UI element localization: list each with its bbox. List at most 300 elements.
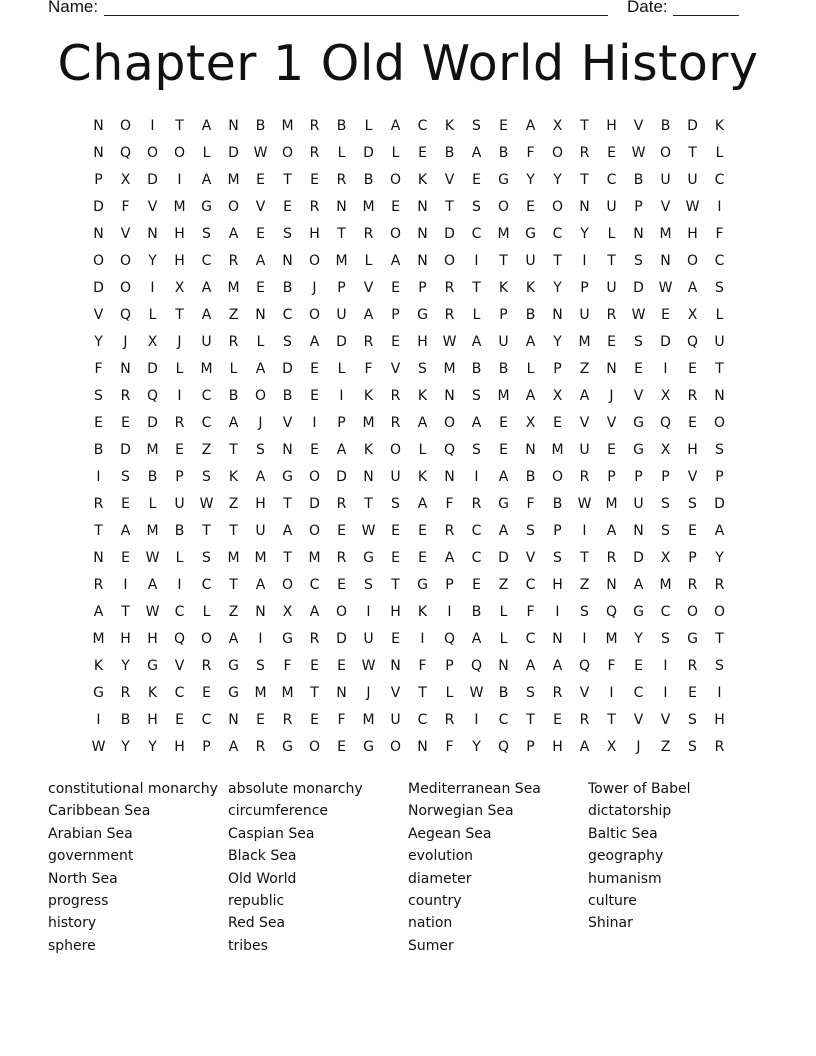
grid-letter[interactable]: O: [551, 198, 564, 215]
grid-letter[interactable]: S: [688, 738, 697, 755]
grid-letter[interactable]: V: [579, 684, 590, 701]
grid-letter[interactable]: A: [714, 522, 725, 539]
grid-letter[interactable]: L: [391, 144, 400, 161]
grid-letter[interactable]: W: [631, 306, 646, 323]
grid-letter[interactable]: N: [93, 117, 104, 134]
grid-letter[interactable]: T: [526, 711, 535, 728]
grid-letter[interactable]: I: [663, 684, 668, 701]
grid-letter[interactable]: U: [579, 306, 590, 323]
grid-letter[interactable]: X: [660, 549, 671, 566]
grid-letter[interactable]: W: [145, 549, 160, 566]
grid-letter[interactable]: N: [417, 225, 428, 242]
grid-letter[interactable]: N: [336, 198, 347, 215]
grid-letter[interactable]: E: [499, 441, 508, 458]
grid-letter[interactable]: R: [552, 684, 563, 701]
grid-letter[interactable]: E: [391, 198, 400, 215]
grid-letter[interactable]: T: [418, 684, 427, 701]
grid-letter[interactable]: I: [258, 630, 263, 647]
grid-letter[interactable]: E: [310, 657, 319, 674]
grid-letter[interactable]: N: [552, 630, 563, 647]
grid-letter[interactable]: F: [526, 603, 535, 620]
grid-letter[interactable]: F: [445, 495, 454, 512]
grid-letter[interactable]: M: [551, 441, 564, 458]
grid-letter[interactable]: R: [390, 414, 401, 431]
grid-letter[interactable]: O: [281, 576, 294, 593]
grid-letter[interactable]: X: [552, 117, 563, 134]
grid-letter[interactable]: N: [147, 225, 158, 242]
grid-letter[interactable]: E: [553, 711, 562, 728]
grid-letter[interactable]: E: [418, 522, 427, 539]
grid-letter[interactable]: U: [174, 495, 185, 512]
grid-letter[interactable]: H: [552, 576, 563, 593]
grid-letter[interactable]: M: [605, 630, 618, 647]
grid-letter[interactable]: W: [199, 495, 214, 512]
grid-letter[interactable]: R: [309, 630, 320, 647]
grid-letter[interactable]: D: [147, 171, 158, 188]
grid-letter[interactable]: W: [91, 738, 106, 755]
grid-letter[interactable]: A: [498, 468, 509, 485]
grid-letter[interactable]: W: [442, 333, 457, 350]
grid-letter[interactable]: R: [336, 549, 347, 566]
grid-letter[interactable]: W: [685, 198, 700, 215]
grid-letter[interactable]: C: [201, 576, 212, 593]
grid-letter[interactable]: D: [309, 495, 320, 512]
grid-letter[interactable]: F: [364, 360, 373, 377]
grid-letter[interactable]: O: [335, 603, 348, 620]
grid-letter[interactable]: Z: [579, 576, 590, 593]
grid-letter[interactable]: K: [417, 387, 428, 404]
grid-letter[interactable]: N: [417, 198, 428, 215]
grid-letter[interactable]: K: [714, 117, 725, 134]
grid-letter[interactable]: S: [661, 495, 670, 512]
grid-letter[interactable]: C: [714, 171, 725, 188]
grid-letter[interactable]: G: [147, 657, 158, 674]
grid-letter[interactable]: B: [498, 684, 509, 701]
grid-letter[interactable]: A: [282, 522, 293, 539]
grid-letter[interactable]: Z: [579, 360, 590, 377]
grid-letter[interactable]: L: [472, 306, 481, 323]
grid-letter[interactable]: E: [337, 657, 346, 674]
grid-letter[interactable]: F: [283, 657, 292, 674]
grid-letter[interactable]: G: [228, 657, 239, 674]
grid-letter[interactable]: K: [363, 387, 374, 404]
grid-letter[interactable]: T: [283, 171, 292, 188]
grid-letter[interactable]: O: [713, 414, 726, 431]
grid-letter[interactable]: T: [715, 630, 724, 647]
grid-letter[interactable]: F: [526, 144, 535, 161]
grid-letter[interactable]: A: [120, 522, 131, 539]
grid-letter[interactable]: I: [177, 576, 182, 593]
grid-letter[interactable]: X: [606, 738, 617, 755]
grid-letter[interactable]: S: [472, 198, 481, 215]
grid-letter[interactable]: J: [258, 414, 263, 431]
grid-letter[interactable]: X: [525, 414, 536, 431]
grid-letter[interactable]: U: [579, 441, 590, 458]
grid-letter[interactable]: E: [391, 630, 400, 647]
grid-letter[interactable]: Y: [634, 630, 643, 647]
grid-letter[interactable]: G: [633, 414, 644, 431]
grid-letter[interactable]: E: [607, 441, 616, 458]
grid-letter[interactable]: L: [175, 360, 184, 377]
grid-letter[interactable]: E: [688, 684, 697, 701]
grid-letter[interactable]: S: [688, 711, 697, 728]
grid-letter[interactable]: N: [606, 576, 617, 593]
grid-letter[interactable]: E: [472, 576, 481, 593]
grid-letter[interactable]: F: [715, 225, 724, 242]
grid-letter[interactable]: C: [201, 252, 212, 269]
grid-letter[interactable]: A: [633, 576, 644, 593]
grid-letter[interactable]: R: [390, 387, 401, 404]
grid-letter[interactable]: M: [362, 198, 375, 215]
grid-letter[interactable]: A: [417, 414, 428, 431]
grid-letter[interactable]: V: [525, 549, 536, 566]
grid-letter[interactable]: P: [445, 576, 454, 593]
grid-letter[interactable]: I: [582, 522, 587, 539]
grid-letter[interactable]: O: [443, 252, 456, 269]
grid-letter[interactable]: M: [254, 549, 267, 566]
grid-letter[interactable]: L: [364, 117, 373, 134]
grid-letter[interactable]: O: [281, 144, 294, 161]
grid-letter[interactable]: Q: [497, 738, 510, 755]
grid-letter[interactable]: A: [525, 387, 536, 404]
grid-letter[interactable]: C: [174, 603, 185, 620]
grid-letter[interactable]: N: [579, 198, 590, 215]
grid-letter[interactable]: I: [474, 711, 479, 728]
grid-letter[interactable]: A: [417, 495, 428, 512]
grid-letter[interactable]: W: [631, 144, 646, 161]
grid-letter[interactable]: U: [687, 171, 698, 188]
grid-letter[interactable]: T: [94, 522, 103, 539]
grid-letter[interactable]: H: [147, 630, 158, 647]
grid-letter[interactable]: X: [147, 333, 158, 350]
grid-letter[interactable]: C: [201, 414, 212, 431]
grid-letter[interactable]: L: [175, 549, 184, 566]
grid-letter[interactable]: O: [308, 306, 321, 323]
grid-letter[interactable]: R: [336, 171, 347, 188]
grid-letter[interactable]: Q: [470, 657, 483, 674]
grid-letter[interactable]: O: [146, 144, 159, 161]
grid-letter[interactable]: Y: [553, 279, 562, 296]
grid-letter[interactable]: O: [308, 468, 321, 485]
grid-letter[interactable]: O: [443, 414, 456, 431]
grid-letter[interactable]: H: [174, 225, 185, 242]
grid-letter[interactable]: S: [202, 549, 211, 566]
grid-letter[interactable]: S: [364, 576, 373, 593]
grid-letter[interactable]: Z: [228, 495, 239, 512]
grid-letter[interactable]: O: [497, 198, 510, 215]
grid-letter[interactable]: E: [418, 549, 427, 566]
grid-letter[interactable]: B: [336, 117, 347, 134]
grid-letter[interactable]: P: [526, 738, 535, 755]
grid-letter[interactable]: T: [121, 603, 130, 620]
grid-letter[interactable]: H: [606, 117, 617, 134]
grid-letter[interactable]: R: [606, 549, 617, 566]
grid-letter[interactable]: G: [282, 738, 293, 755]
grid-letter[interactable]: M: [281, 684, 294, 701]
grid-letter[interactable]: R: [363, 225, 374, 242]
grid-letter[interactable]: G: [282, 630, 293, 647]
grid-letter[interactable]: Q: [578, 657, 591, 674]
grid-letter[interactable]: I: [420, 630, 425, 647]
grid-letter[interactable]: C: [471, 549, 482, 566]
grid-letter[interactable]: O: [389, 441, 402, 458]
grid-letter[interactable]: P: [715, 468, 724, 485]
grid-letter[interactable]: L: [148, 495, 157, 512]
grid-letter[interactable]: S: [715, 657, 724, 674]
grid-letter[interactable]: M: [146, 522, 159, 539]
grid-letter[interactable]: K: [525, 279, 536, 296]
grid-letter[interactable]: M: [659, 576, 672, 593]
grid-letter[interactable]: F: [526, 495, 535, 512]
grid-letter[interactable]: R: [444, 306, 455, 323]
grid-letter[interactable]: G: [363, 549, 374, 566]
grid-letter[interactable]: E: [661, 306, 670, 323]
grid-letter[interactable]: H: [390, 603, 401, 620]
grid-letter[interactable]: L: [337, 360, 346, 377]
grid-letter[interactable]: H: [174, 738, 185, 755]
grid-letter[interactable]: G: [201, 198, 212, 215]
grid-letter[interactable]: V: [633, 711, 644, 728]
grid-letter[interactable]: B: [282, 387, 293, 404]
grid-letter[interactable]: V: [174, 657, 185, 674]
grid-letter[interactable]: R: [687, 657, 698, 674]
grid-letter[interactable]: F: [94, 360, 103, 377]
grid-letter[interactable]: O: [254, 387, 267, 404]
grid-letter[interactable]: R: [309, 198, 320, 215]
grid-letter[interactable]: X: [120, 171, 131, 188]
grid-letter[interactable]: H: [687, 225, 698, 242]
date-blank-line[interactable]: [673, 15, 739, 16]
grid-letter[interactable]: A: [228, 225, 239, 242]
grid-letter[interactable]: L: [202, 144, 211, 161]
grid-letter[interactable]: Z: [498, 576, 509, 593]
grid-letter[interactable]: L: [715, 144, 724, 161]
grid-letter[interactable]: I: [447, 603, 452, 620]
grid-letter[interactable]: S: [472, 117, 481, 134]
grid-letter[interactable]: O: [551, 468, 564, 485]
grid-letter[interactable]: L: [364, 252, 373, 269]
grid-letter[interactable]: C: [282, 306, 293, 323]
name-blank-line[interactable]: [104, 15, 608, 16]
grid-letter[interactable]: B: [471, 360, 482, 377]
grid-letter[interactable]: N: [282, 441, 293, 458]
grid-letter[interactable]: S: [526, 684, 535, 701]
grid-letter[interactable]: R: [471, 495, 482, 512]
grid-letter[interactable]: C: [552, 225, 563, 242]
grid-letter[interactable]: O: [119, 117, 132, 134]
grid-letter[interactable]: L: [499, 630, 508, 647]
grid-letter[interactable]: R: [579, 711, 590, 728]
grid-letter[interactable]: Y: [148, 738, 157, 755]
grid-letter[interactable]: I: [177, 171, 182, 188]
grid-letter[interactable]: T: [283, 549, 292, 566]
grid-letter[interactable]: S: [391, 495, 400, 512]
grid-letter[interactable]: X: [687, 306, 698, 323]
grid-letter[interactable]: S: [688, 495, 697, 512]
grid-letter[interactable]: X: [174, 279, 185, 296]
grid-letter[interactable]: O: [119, 252, 132, 269]
grid-letter[interactable]: G: [228, 684, 239, 701]
grid-letter[interactable]: Q: [119, 144, 132, 161]
grid-letter[interactable]: M: [335, 252, 348, 269]
grid-letter[interactable]: D: [633, 279, 644, 296]
grid-letter[interactable]: C: [471, 522, 482, 539]
grid-letter[interactable]: L: [445, 684, 454, 701]
grid-letter[interactable]: W: [361, 657, 376, 674]
grid-letter[interactable]: I: [582, 630, 587, 647]
grid-letter[interactable]: T: [553, 252, 562, 269]
grid-letter[interactable]: M: [227, 279, 240, 296]
grid-letter[interactable]: E: [688, 414, 697, 431]
grid-letter[interactable]: P: [418, 279, 427, 296]
grid-letter[interactable]: N: [498, 657, 509, 674]
grid-letter[interactable]: M: [227, 171, 240, 188]
grid-letter[interactable]: L: [499, 603, 508, 620]
grid-letter[interactable]: T: [580, 117, 589, 134]
grid-letter[interactable]: P: [94, 171, 103, 188]
grid-letter[interactable]: A: [552, 657, 563, 674]
grid-letter[interactable]: C: [471, 225, 482, 242]
grid-letter[interactable]: A: [228, 414, 239, 431]
grid-letter[interactable]: B: [525, 468, 536, 485]
grid-letter[interactable]: P: [607, 468, 616, 485]
grid-letter[interactable]: L: [715, 306, 724, 323]
grid-letter[interactable]: K: [363, 441, 374, 458]
grid-letter[interactable]: A: [687, 279, 698, 296]
grid-letter[interactable]: E: [310, 360, 319, 377]
grid-letter[interactable]: A: [201, 279, 212, 296]
grid-letter[interactable]: E: [175, 711, 184, 728]
grid-letter[interactable]: Q: [173, 630, 186, 647]
grid-letter[interactable]: V: [606, 414, 617, 431]
grid-letter[interactable]: Q: [443, 630, 456, 647]
grid-letter[interactable]: E: [121, 414, 130, 431]
grid-letter[interactable]: T: [229, 576, 238, 593]
grid-letter[interactable]: J: [609, 387, 614, 404]
grid-letter[interactable]: I: [150, 117, 155, 134]
grid-letter[interactable]: L: [418, 441, 427, 458]
word-search-grid[interactable]: [85, 112, 733, 760]
grid-letter[interactable]: C: [525, 576, 536, 593]
grid-letter[interactable]: D: [336, 468, 347, 485]
grid-letter[interactable]: E: [256, 225, 265, 242]
grid-letter[interactable]: M: [254, 684, 267, 701]
grid-letter[interactable]: E: [310, 387, 319, 404]
grid-letter[interactable]: N: [255, 306, 266, 323]
grid-letter[interactable]: B: [444, 144, 455, 161]
grid-letter[interactable]: R: [714, 576, 725, 593]
grid-letter[interactable]: T: [337, 225, 346, 242]
grid-letter[interactable]: X: [660, 441, 671, 458]
grid-letter[interactable]: T: [688, 144, 697, 161]
grid-letter[interactable]: M: [281, 117, 294, 134]
grid-letter[interactable]: O: [713, 603, 726, 620]
grid-letter[interactable]: S: [553, 549, 562, 566]
grid-letter[interactable]: J: [636, 738, 641, 755]
grid-letter[interactable]: P: [445, 657, 454, 674]
grid-letter[interactable]: E: [175, 441, 184, 458]
grid-letter[interactable]: K: [417, 603, 428, 620]
grid-letter[interactable]: B: [174, 522, 185, 539]
grid-letter[interactable]: Y: [121, 657, 130, 674]
grid-letter[interactable]: K: [228, 468, 239, 485]
grid-letter[interactable]: R: [93, 576, 104, 593]
grid-letter[interactable]: N: [525, 441, 536, 458]
grid-letter[interactable]: E: [634, 360, 643, 377]
grid-letter[interactable]: I: [582, 252, 587, 269]
grid-letter[interactable]: E: [310, 441, 319, 458]
grid-letter[interactable]: E: [526, 198, 535, 215]
grid-letter[interactable]: E: [391, 522, 400, 539]
grid-letter[interactable]: R: [579, 144, 590, 161]
grid-letter[interactable]: I: [366, 603, 371, 620]
grid-letter[interactable]: H: [147, 711, 158, 728]
grid-letter[interactable]: M: [173, 198, 186, 215]
grid-letter[interactable]: R: [93, 495, 104, 512]
grid-letter[interactable]: D: [687, 117, 698, 134]
grid-letter[interactable]: A: [525, 117, 536, 134]
grid-letter[interactable]: E: [472, 171, 481, 188]
grid-letter[interactable]: M: [497, 225, 510, 242]
grid-letter[interactable]: S: [256, 657, 265, 674]
grid-letter[interactable]: A: [201, 117, 212, 134]
grid-letter[interactable]: A: [444, 549, 455, 566]
grid-letter[interactable]: N: [633, 225, 644, 242]
grid-letter[interactable]: Q: [659, 414, 672, 431]
grid-letter[interactable]: E: [418, 144, 427, 161]
grid-letter[interactable]: R: [228, 252, 239, 269]
grid-letter[interactable]: U: [390, 711, 401, 728]
grid-letter[interactable]: Q: [146, 387, 159, 404]
grid-letter[interactable]: A: [93, 603, 104, 620]
grid-letter[interactable]: H: [714, 711, 725, 728]
grid-letter[interactable]: Z: [228, 603, 239, 620]
grid-letter[interactable]: S: [256, 441, 265, 458]
grid-letter[interactable]: R: [444, 711, 455, 728]
grid-letter[interactable]: M: [362, 414, 375, 431]
grid-letter[interactable]: S: [715, 441, 724, 458]
grid-letter[interactable]: D: [444, 225, 455, 242]
grid-letter[interactable]: U: [255, 522, 266, 539]
grid-letter[interactable]: Y: [526, 171, 535, 188]
grid-letter[interactable]: H: [687, 441, 698, 458]
grid-letter[interactable]: Z: [660, 738, 671, 755]
grid-letter[interactable]: M: [308, 549, 321, 566]
grid-letter[interactable]: S: [715, 279, 724, 296]
grid-letter[interactable]: I: [96, 468, 101, 485]
grid-letter[interactable]: F: [418, 657, 427, 674]
grid-letter[interactable]: Y: [121, 738, 130, 755]
grid-letter[interactable]: O: [389, 171, 402, 188]
grid-letter[interactable]: S: [202, 468, 211, 485]
grid-letter[interactable]: C: [660, 603, 671, 620]
grid-letter[interactable]: O: [119, 279, 132, 296]
grid-letter[interactable]: G: [93, 684, 104, 701]
grid-letter[interactable]: K: [147, 684, 158, 701]
grid-letter[interactable]: D: [228, 144, 239, 161]
grid-letter[interactable]: R: [444, 279, 455, 296]
grid-letter[interactable]: L: [148, 306, 157, 323]
grid-letter[interactable]: M: [605, 495, 618, 512]
grid-letter[interactable]: I: [717, 198, 722, 215]
grid-letter[interactable]: T: [499, 252, 508, 269]
grid-letter[interactable]: E: [337, 522, 346, 539]
grid-letter[interactable]: J: [177, 333, 182, 350]
grid-letter[interactable]: A: [255, 360, 266, 377]
grid-letter[interactable]: N: [282, 252, 293, 269]
grid-letter[interactable]: C: [201, 711, 212, 728]
grid-letter[interactable]: D: [147, 360, 158, 377]
